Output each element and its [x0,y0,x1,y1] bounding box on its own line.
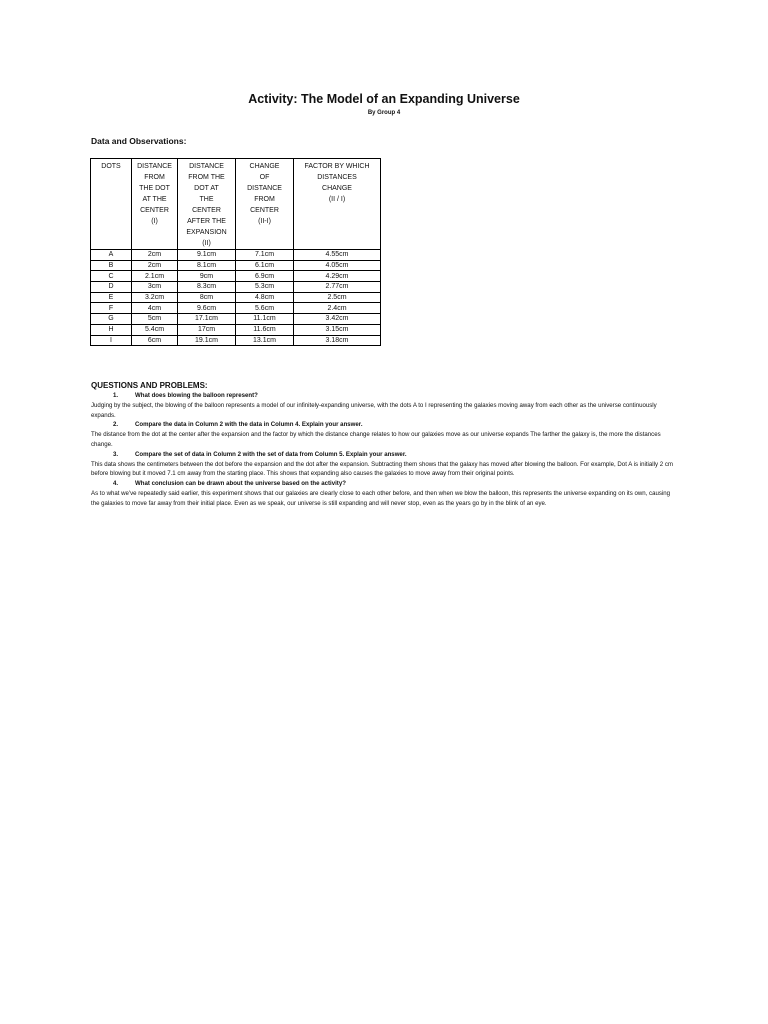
table-row [91,303,381,314]
answer-text: This data shows the centimeters between the dot before the expansion and the dot after the expansion. Subtracting them shows that the galaxy has moved after blowing the balloon. For example, Dot A is initially 2 cm before blowing but it moved 7.1 cm away from the starting place. This shows that expanding also causes the galaxies to move away from their original points. [91,460,673,478]
table-cell: G [91,314,132,325]
column-header-line: THE DOT [139,185,170,192]
table-cell: 11.1cm [236,314,294,325]
table-cell: 7.1cm [236,250,294,261]
table-row [91,271,381,282]
table-cell: 5.3cm [236,282,294,293]
question-text: What does blowing the balloon represent? [135,392,258,399]
table-cell: E [91,292,132,303]
table-cell: F [91,303,132,314]
table-row [91,324,381,335]
table-header-row [91,159,381,250]
table-cell: 17.1cm [178,314,236,325]
table-cell: 9.1cm [178,250,236,261]
table-cell: 8cm [178,292,236,303]
column-header-line: DISTANCE [137,163,172,170]
table-cell: 5.4cm [132,324,178,335]
answer-text: As to what we've repeatedly said earlier, this experiment shows that our galaxies are clearly close to each other before, and then when we blow the balloon, this represents the universe expanding on its own, causing the galaxies to move far away from their initial place. Even as we speak, our universe is still expanding and will never stop, even as the years go by in the blink of an eye. [91,489,671,507]
table-cell: 9cm [178,271,236,282]
column-header-line: DISTANCE [189,163,224,170]
column-header-line: FACTOR BY WHICH [304,163,370,170]
table-cell: 2.4cm [294,303,381,314]
table-cell: D [91,282,132,293]
table-cell: 2cm [132,260,178,271]
table-cell: 8.3cm [178,282,236,293]
column-header-line: DOTS [101,163,121,170]
question [113,391,673,401]
table-cell: 9.6cm [178,303,236,314]
column-header-line: AT THE [142,196,167,203]
table-row [91,314,381,325]
question [113,420,673,430]
table-cell: I [91,335,132,346]
table-cell: 4cm [132,303,178,314]
table-cell: H [91,324,132,335]
table-cell: 4.29cm [294,271,381,282]
column-header [91,159,132,250]
table-cell: 4.55cm [294,250,381,261]
table-cell: 13.1cm [236,335,294,346]
question-text: Compare the set of data in Column 2 with the set of data from Column 5. Explain your answer. [135,450,407,458]
column-header-line: DOT AT [194,185,219,192]
table-body [91,250,381,346]
table-cell: 2.77cm [294,282,381,293]
table-cell: A [91,250,132,261]
column-header-line: CHANGE [322,185,352,192]
column-header-line: CHANGE [249,163,280,170]
page-title: Activity: The Model of an Expanding Universe [248,92,520,106]
question-text: What conclusion can be drawn about the universe based on the activity? [135,480,346,488]
table-row [91,282,381,293]
column-header [294,159,381,250]
table-cell: 3.2cm [132,292,178,303]
table-cell: 6.9cm [236,271,294,282]
byline: By Group 4 [367,110,401,116]
table-cell: 6.1cm [236,260,294,271]
column-header [178,159,236,250]
questions-heading: QUESTIONS AND PROBLEMS: [91,381,208,390]
column-header-line: EXPANSION [186,229,227,236]
question-number: 3. [113,450,119,458]
table-cell: 2.1cm [132,271,178,282]
questions-list [91,391,673,509]
column-header [236,159,294,250]
column-header-line: FROM THE [188,174,225,181]
question-text: Compare the data in Column 2 with the data in Column 4. Explain your answer. [135,421,363,429]
column-header-line: (II) [202,240,211,247]
column-header-line: AFTER THE [187,218,226,225]
column-header-line: FROM [254,196,275,203]
table-row [91,260,381,271]
table-cell: 8.1cm [178,260,236,271]
column-header-line: (II / I) [328,196,346,203]
table-row [91,335,381,346]
column-header [132,159,178,250]
table-cell: 4.8cm [236,292,294,303]
table-cell: B [91,260,132,271]
question [113,479,673,489]
table-row [91,292,381,303]
column-header-line: CENTER [140,207,169,214]
column-header-line: (II-I) [258,218,271,225]
column-header-line: CENTER [192,207,221,214]
table-cell: 11.6cm [236,324,294,335]
column-header-line: CENTER [250,207,279,214]
table-cell: 17cm [178,324,236,335]
column-header-line: THE [199,196,214,203]
table-cell: C [91,271,132,282]
question [113,450,673,460]
table-cell: 19.1cm [178,335,236,346]
table-cell: 4.05cm [294,260,381,271]
observations-table [90,158,381,346]
table-cell: 2cm [132,250,178,261]
column-header-line: OF [259,174,270,181]
answer-text: The distance from the dot at the center after the expansion and the factor by which the distance change relates to how our galaxies move as our universe expands The farther the galaxy is, the more the distances change. [91,431,661,448]
table-cell: 3.42cm [294,314,381,325]
column-header-line: DISTANCES [317,174,357,181]
questions-section [91,381,673,509]
table-cell: 3cm [132,282,178,293]
section-heading: Data and Observations: [91,136,187,146]
question-number: 1. [113,392,119,399]
answer-text: Judging by the subject, the blowing of the balloon represents a model of our infinitely-expanding universe, with the dots A to I representing the galaxies moving away from each other as the universe continuously expands. [91,401,657,419]
column-header-line: FROM [144,174,165,181]
table-cell: 3.15cm [294,324,381,335]
table-cell: 5cm [132,314,178,325]
table-cell: 6cm [132,335,178,346]
question-number: 2. [113,421,119,429]
table-cell: 3.18cm [294,335,381,346]
column-header-line: (I) [151,218,158,225]
table-cell: 5.6cm [236,303,294,314]
column-header-line: DISTANCE [247,185,282,192]
table-row [91,250,381,261]
table-cell: 2.5cm [294,292,381,303]
question-number: 4. [113,480,119,488]
